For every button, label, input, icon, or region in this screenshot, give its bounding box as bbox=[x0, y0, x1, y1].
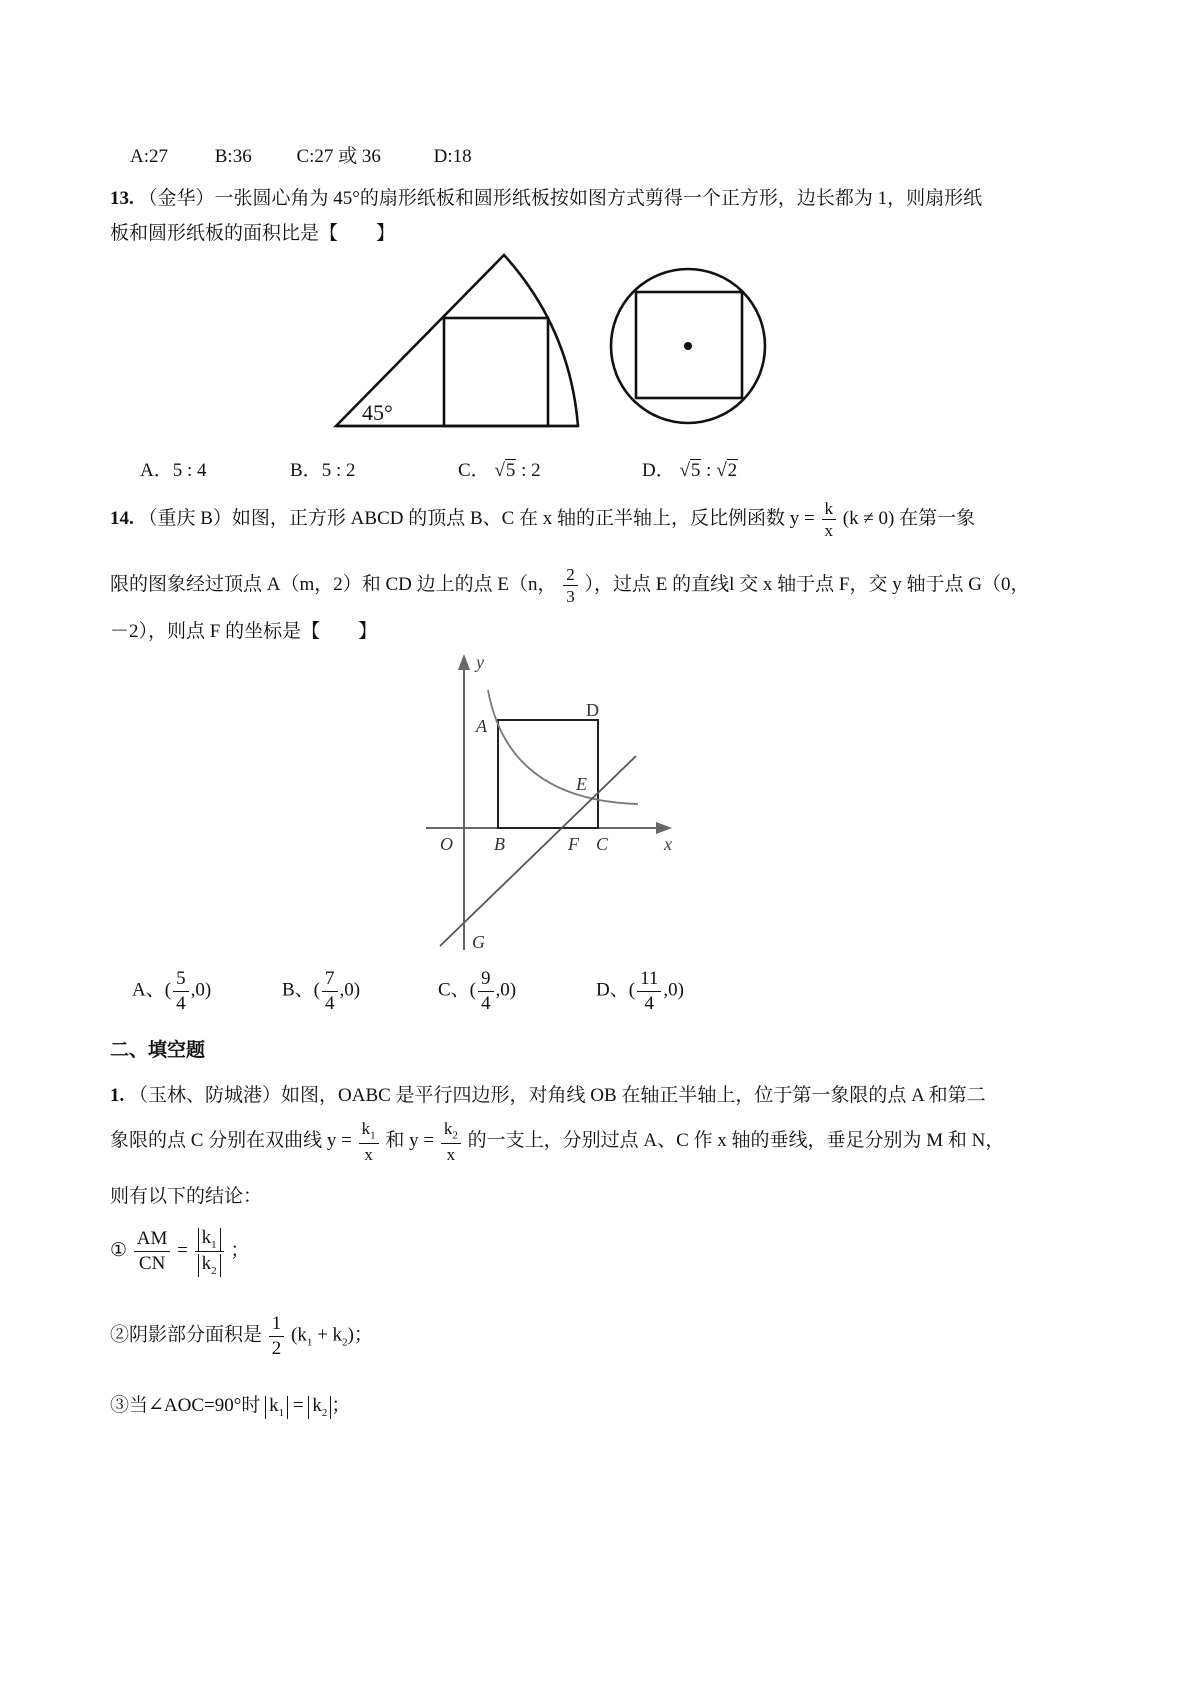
label-g: G bbox=[472, 932, 485, 952]
sqrt-sign: √2 bbox=[716, 460, 738, 481]
q13-option-c: C． √5 : 2 bbox=[458, 460, 541, 481]
conclusion-3: ③当∠AOC=90°时 $k_1 = k_2$ ； bbox=[110, 1395, 351, 1419]
abs-k-fraction: $\frac{k_1}{k_2}$ bbox=[195, 1226, 224, 1277]
func-fraction: $\frac{k}{x}$ bbox=[822, 498, 837, 542]
q13-number: 13. bbox=[110, 188, 134, 209]
y-axis-arrow bbox=[458, 654, 470, 670]
q12-options bbox=[130, 141, 472, 168]
hyperbola bbox=[488, 690, 638, 804]
s2-q1-line-2 bbox=[110, 1118, 1004, 1165]
q14-option-b: B、( $\frac{7}{4}$ ,0) bbox=[282, 968, 361, 1014]
label-e: E bbox=[576, 774, 587, 794]
sqrt-sign: √5 bbox=[494, 460, 516, 481]
q13-option-a: A．5 : 4 bbox=[140, 460, 207, 481]
am-cn-fraction: $\frac{AM}{CN}$ bbox=[134, 1227, 171, 1276]
q12-option-a: A:27 bbox=[130, 146, 168, 167]
q12-option-b: B:36 bbox=[214, 146, 252, 167]
q14-option-a: A、( $\frac{5}{4}$ ,0) bbox=[132, 968, 212, 1014]
q14-text-2a: 限的图象经过顶点 A（m，2）和 CD 边上的点 E（n， bbox=[110, 574, 557, 596]
y-axis-label: y bbox=[476, 652, 484, 672]
s2-q1-text-2a: 象限的点 C 分别在双曲线 y = bbox=[110, 1130, 352, 1152]
q14-line-1 bbox=[110, 498, 975, 542]
section-title: 二、填空题 bbox=[110, 1040, 206, 1061]
q13-figure bbox=[330, 248, 790, 438]
sqrt-sign: √5 bbox=[679, 460, 701, 481]
conclusion-1: ① $\frac{AM}{CN}$ = $\frac{k_1}{k_2}$ ； bbox=[110, 1227, 250, 1277]
sector-square bbox=[444, 318, 548, 426]
q14-text-1b: (k ≠ 0) 在第一象 bbox=[842, 508, 976, 530]
s2-q1-and: 和 y = bbox=[385, 1130, 435, 1152]
q14-line-3 bbox=[110, 616, 377, 643]
q14-text-1a: （重庆 B）如图，正方形 ABCD 的顶点 B、C 在 x 轴的正半轴上，反比例函数 y = bbox=[138, 508, 815, 530]
s2-q1-text-1: （玉林、防城港）如图，OABC 是平行四边形，对角线 OB 在轴正半轴上，位于第一象限的点 A 和第二 bbox=[129, 1085, 986, 1106]
s2-q1-line-3: 则有以下的结论： bbox=[110, 1186, 263, 1207]
q14-option-d: D、( $\frac{11}{4}$ ,0) bbox=[596, 968, 684, 1014]
x-axis-arrow bbox=[656, 822, 672, 834]
q13-options bbox=[140, 455, 738, 482]
s2-q1-text-2b: 的一支上，分别过点 A、C 作 x 轴的垂线，垂足分别为 M 和 N， bbox=[467, 1130, 1005, 1152]
q12-option-d: D:18 bbox=[433, 146, 472, 167]
label-d: D bbox=[586, 700, 599, 720]
q14-number: 14. bbox=[110, 508, 134, 530]
s2-q1-number: 1. bbox=[110, 1085, 125, 1106]
half-fraction: $\frac{1}{2}$ bbox=[269, 1312, 285, 1361]
circle-center bbox=[684, 342, 692, 350]
label-c: C bbox=[596, 834, 609, 854]
e-fraction: $\frac{2}{3}$ bbox=[563, 564, 578, 608]
q14-text-3: －2），则点 F 的坐标是【 】 bbox=[110, 621, 378, 642]
angle-label: 45° bbox=[362, 400, 393, 425]
label-f: F bbox=[568, 834, 579, 854]
label-a: A bbox=[476, 716, 487, 736]
q14-option-c: C、( $\frac{9}{4}$ ,0) bbox=[438, 968, 517, 1014]
abs-k2: $k_2$ bbox=[308, 1396, 331, 1419]
q13-text-1: （金华）一张圆心角为 45°的扇形纸板和圆形纸板按如图方式剪得一个正方形，边长都为 1，则扇形纸 bbox=[138, 188, 983, 209]
q14-line-2 bbox=[110, 564, 1029, 608]
label-o: O bbox=[440, 834, 453, 854]
abs-k1: $k_1$ bbox=[265, 1396, 288, 1419]
k1-fraction: $\frac{k_1}{x}$ bbox=[359, 1118, 379, 1165]
q13-option-d: D． √5 : √2 bbox=[642, 460, 738, 481]
conclusion-2: ②阴影部分面积是 $\frac{1}{2}$ $(k_1 + k_2)$； bbox=[110, 1313, 373, 1359]
q12-option-c: C:27 或 36 bbox=[296, 146, 381, 167]
q13-text-2: 板和圆形纸板的面积比是【 】 bbox=[110, 223, 396, 244]
label-b: B bbox=[494, 834, 505, 854]
q13-line-1 bbox=[110, 183, 982, 210]
s2-q1-line-1 bbox=[110, 1080, 986, 1107]
x-axis-label: x bbox=[664, 834, 672, 854]
q13-line-2 bbox=[110, 218, 395, 245]
q14-figure bbox=[420, 650, 690, 960]
q13-option-b: B．5 : 2 bbox=[290, 460, 356, 481]
q14-text-2b: ），过点 E 的直线l 交 x 轴于点 F，交 y 轴于点 G（0， bbox=[584, 574, 1030, 596]
k2-fraction: $\frac{k_2}{x}$ bbox=[441, 1118, 461, 1165]
